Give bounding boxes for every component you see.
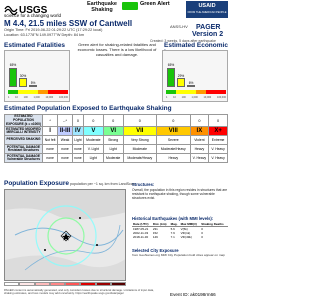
fat-scale-swatch-5 [58, 90, 68, 94]
historical-header-cell: Date (UTC) [132, 222, 152, 227]
historical-header-cell: Mag. [170, 222, 180, 227]
exposure-cell: none [43, 145, 58, 154]
exposure-cell: Light [72, 136, 83, 145]
exposure-cell: V. Light [83, 145, 103, 154]
population-legend-swatch-2 [35, 282, 50, 286]
population-legend-swatch-3 [50, 282, 65, 286]
economic-bars [166, 51, 226, 87]
economic-title: Estimated Economic [164, 42, 228, 49]
exposure-row-label: PERCEIVED SHAKING [5, 136, 43, 145]
fatalities-color-scale [8, 90, 68, 94]
exposure-cell: VIII [157, 127, 190, 136]
eco-scale-label-5: 100,000 [216, 96, 226, 99]
exposure-cell: none [43, 154, 58, 163]
usaid-logo-subtext: FROM THE AMERICAN PEOPLE [187, 11, 227, 14]
population-exposure-map [4, 189, 126, 281]
exposure-row-label: POTENTIAL DAMAGE Vulnerable Structures [5, 154, 43, 163]
historical-cell: VIII(49k) [180, 235, 192, 240]
population-source-note: population per ~1 sq. km from LandScan [70, 182, 135, 186]
exposure-cell: Extreme [209, 136, 228, 145]
eco-scale-label-3: 1,000 [191, 96, 198, 99]
exposure-cell: Moderate [103, 154, 123, 163]
exposure-cell: 0 [72, 115, 83, 127]
exposure-cell: 0 [157, 115, 190, 127]
exposure-cell: V. Heavy [190, 154, 209, 163]
historical-cell: 152 [152, 231, 158, 236]
exposure-cell: IV [72, 127, 83, 136]
historical-cell: 0 [201, 227, 203, 231]
structures-title: Structures: [132, 182, 155, 187]
exposure-cell: Weak [58, 136, 73, 145]
usgs-tagline: science for a changing world [4, 13, 62, 18]
exposure-row [5, 136, 228, 145]
exposure-cell: I [43, 127, 58, 136]
exposure-table [4, 114, 228, 163]
population-legend [4, 282, 126, 286]
selected-cities-text: from GeoNames.org MMI City Population bold cities appear on map [132, 253, 225, 257]
eco-bar-label-1: 29% [177, 73, 185, 78]
alert-summary-text: Green alert for shaking-related fatalities and economic losses. There is a low likelihood of casualties and damage. [77, 42, 157, 57]
network-id: ANSS-HV [170, 24, 188, 29]
eco-scale-swatch-1 [176, 90, 186, 94]
exposure-cell: Violent [190, 136, 209, 145]
origin-time: Origin Time: Fri 2019-06-22 01:29:22 UTC (17:29:22 local) [4, 28, 103, 32]
economic-color-scale [166, 90, 226, 94]
historical-row [132, 235, 228, 239]
selected-cities-title: Selected City Exposure [132, 248, 179, 253]
exposure-cell: 0 [123, 115, 156, 127]
economic-histogram [162, 50, 228, 102]
fatalities-histogram [4, 50, 70, 102]
fat-scale-label-1: 10 [15, 96, 18, 99]
eco-bar-1 [177, 78, 185, 87]
exposure-cell: Not felt [43, 136, 58, 145]
exposure-cell: X+ [209, 127, 228, 136]
exposure-cell: V. Heavy [209, 145, 228, 154]
pager-label: PAGER [196, 24, 221, 31]
historical-cell: 231 [152, 227, 158, 231]
fat-bar-2 [29, 85, 37, 87]
exposure-cell: Very Strong [123, 136, 156, 145]
exposure-row-label: ESTIMATED POPULATION EXPOSURE (k = x1000) [6, 114, 41, 126]
structures-text: Overall, the population in this region resides in structures that are resistant to earthquake shaking, though some vulnerable structures exist. [132, 188, 228, 200]
exposure-cell: none [58, 145, 73, 154]
exposure-cell: IX [190, 127, 209, 136]
exposure-cell: Moderate [83, 136, 103, 145]
exposure-cell: Moderate [123, 145, 156, 154]
historical-title: Historical Earthquakes (with MMI levels): [132, 216, 214, 221]
historical-cell: 0 [201, 235, 203, 240]
exposure-cell: Moderate/Heavy [123, 154, 156, 163]
eco-scale-label-4: 10,000 [203, 96, 212, 99]
footer-note: PAGER content is automatically generated, and only considers losses due to structural damage. Limitations of input data, shaking estimates, and loss models may add uncertainty. https://earthquake.usgs.gov/data/pager [4, 288, 154, 296]
alert-level-swatch [122, 2, 138, 10]
historical-header-cell: Dist. (km) [152, 222, 170, 227]
exposure-cell: 0 [83, 115, 103, 127]
earthquake-shaking-label: Earthquake Shaking [87, 1, 117, 13]
exposure-row [5, 145, 228, 154]
fat-scale-label-2: 100 [23, 96, 28, 99]
eco-bar-2 [187, 85, 195, 87]
fat-bar-label-2: 5% [30, 81, 36, 85]
fat-scale-swatch-1 [18, 90, 28, 94]
exposure-row-label: POTENTIAL DAMAGE Resistant Structures [5, 145, 43, 154]
population-legend-swatch-7 [111, 282, 126, 286]
eco-bar-0 [167, 68, 175, 88]
exposure-cell: --* [58, 115, 73, 127]
historical-cell: V(5k) [180, 227, 188, 231]
historical-table [132, 222, 228, 239]
fatalities-scale-labels [8, 96, 68, 99]
fat-scale-swatch-3 [38, 90, 48, 94]
historical-cell: 1987-05-21 [133, 227, 149, 231]
exposure-cell: Heavy [190, 145, 209, 154]
exposure-row [5, 115, 228, 127]
exposure-cell: * [43, 115, 58, 127]
exposure-cell: V [83, 127, 103, 136]
eco-scale-swatch-0 [166, 90, 176, 94]
fat-scale-swatch-4 [48, 90, 58, 94]
exposure-cell: II-III [58, 127, 73, 136]
eco-scale-label-0: 1 [166, 96, 168, 99]
fatalities-title: Estimated Fatalities [4, 42, 66, 49]
exposure-cell: V. Heavy [209, 154, 228, 163]
exposure-cell: VII [123, 127, 156, 136]
population-legend-swatch-5 [80, 282, 95, 286]
exposure-cell: Heavy [157, 154, 190, 163]
fat-bar-0 [9, 68, 17, 88]
exposure-cell: VI [103, 127, 123, 136]
fat-bar-1 [19, 78, 27, 87]
exposure-row-label: ESTIMATED MODIFIED MERCALLI INTENSITY [6, 126, 41, 135]
population-legend-swatch-1 [19, 282, 34, 286]
fat-scale-label-3: 1,000 [33, 96, 40, 99]
exposure-cell: 0 [209, 115, 228, 127]
population-exposure-title: Population Exposure [4, 180, 70, 187]
historical-cell: 2018-11-30 [133, 235, 149, 240]
historical-cell: 5.6 [170, 227, 175, 231]
usaid-logo [186, 1, 228, 18]
exposure-title: Estimated Population Exposed to Earthquake Shaking [4, 105, 172, 112]
map-graphic [5, 190, 126, 281]
historical-cell: 7.1 [170, 235, 175, 240]
exposure-cell: none [72, 145, 83, 154]
eco-scale-swatch-5 [216, 90, 226, 94]
historical-header-cell: Max MMI(#) [180, 222, 201, 227]
fat-scale-swatch-0 [8, 90, 18, 94]
fat-bar-label-1: 30% [19, 73, 27, 78]
eco-scale-label-2: 100 [181, 96, 186, 99]
population-legend-swatch-0 [4, 282, 19, 286]
economic-scale-labels [166, 96, 226, 99]
exposure-cell: 0 [103, 115, 123, 127]
fat-bar-label-0: 65% [9, 63, 17, 67]
usaid-logo-text: USAID [198, 3, 216, 9]
pager-version: Version 2 [192, 31, 224, 38]
historical-header-cell: Shaking Deaths [200, 222, 228, 227]
fat-scale-label-5: 100,000 [58, 96, 68, 99]
historical-cell: 2002-11-03 [133, 231, 149, 236]
fat-scale-label-4: 10,000 [45, 96, 54, 99]
event-location: Location: 63.1778°N 149.0977°W Depth: 84 km [4, 33, 85, 37]
exposure-cell: Light [103, 145, 123, 154]
eco-bar-label-2: 6% [188, 80, 194, 85]
event-title: M 4.4, 21.5 miles SSW of Cantwell [4, 19, 133, 28]
eco-scale-swatch-3 [196, 90, 206, 94]
svg-text:USGS: USGS [19, 5, 48, 15]
fat-scale-label-0: 1 [8, 96, 10, 99]
created-note: Created: 3 weeks, 5 days after earthquake [150, 39, 216, 43]
event-id: Event ID: ak0198rm66 [170, 292, 216, 297]
historical-cell: 7.9 [170, 231, 175, 236]
exposure-cell: none [58, 154, 73, 163]
population-legend-swatch-6 [96, 282, 111, 286]
historical-cell: 149 [152, 235, 158, 240]
green-alert-label: Green Alert [140, 1, 170, 7]
exposure-cell: 0 [190, 115, 209, 127]
eco-scale-swatch-4 [206, 90, 216, 94]
population-legend-swatch-4 [65, 282, 80, 286]
fat-scale-swatch-2 [28, 90, 38, 94]
exposure-row [5, 127, 228, 136]
historical-cell: 0 [201, 231, 203, 236]
historical-cell: VIII(1k) [180, 231, 191, 236]
eco-scale-label-1: 10 [173, 96, 176, 99]
exposure-row [5, 154, 228, 163]
exposure-cell: Light [83, 154, 103, 163]
exposure-cell: none [72, 154, 83, 163]
exposure-cell: Severe [157, 136, 190, 145]
eco-bar-label-0: 65% [167, 63, 175, 67]
eco-scale-swatch-2 [186, 90, 196, 94]
exposure-cell: Strong [103, 136, 123, 145]
fatalities-bars [8, 51, 68, 87]
exposure-cell: Moderate/Heavy [157, 145, 190, 154]
